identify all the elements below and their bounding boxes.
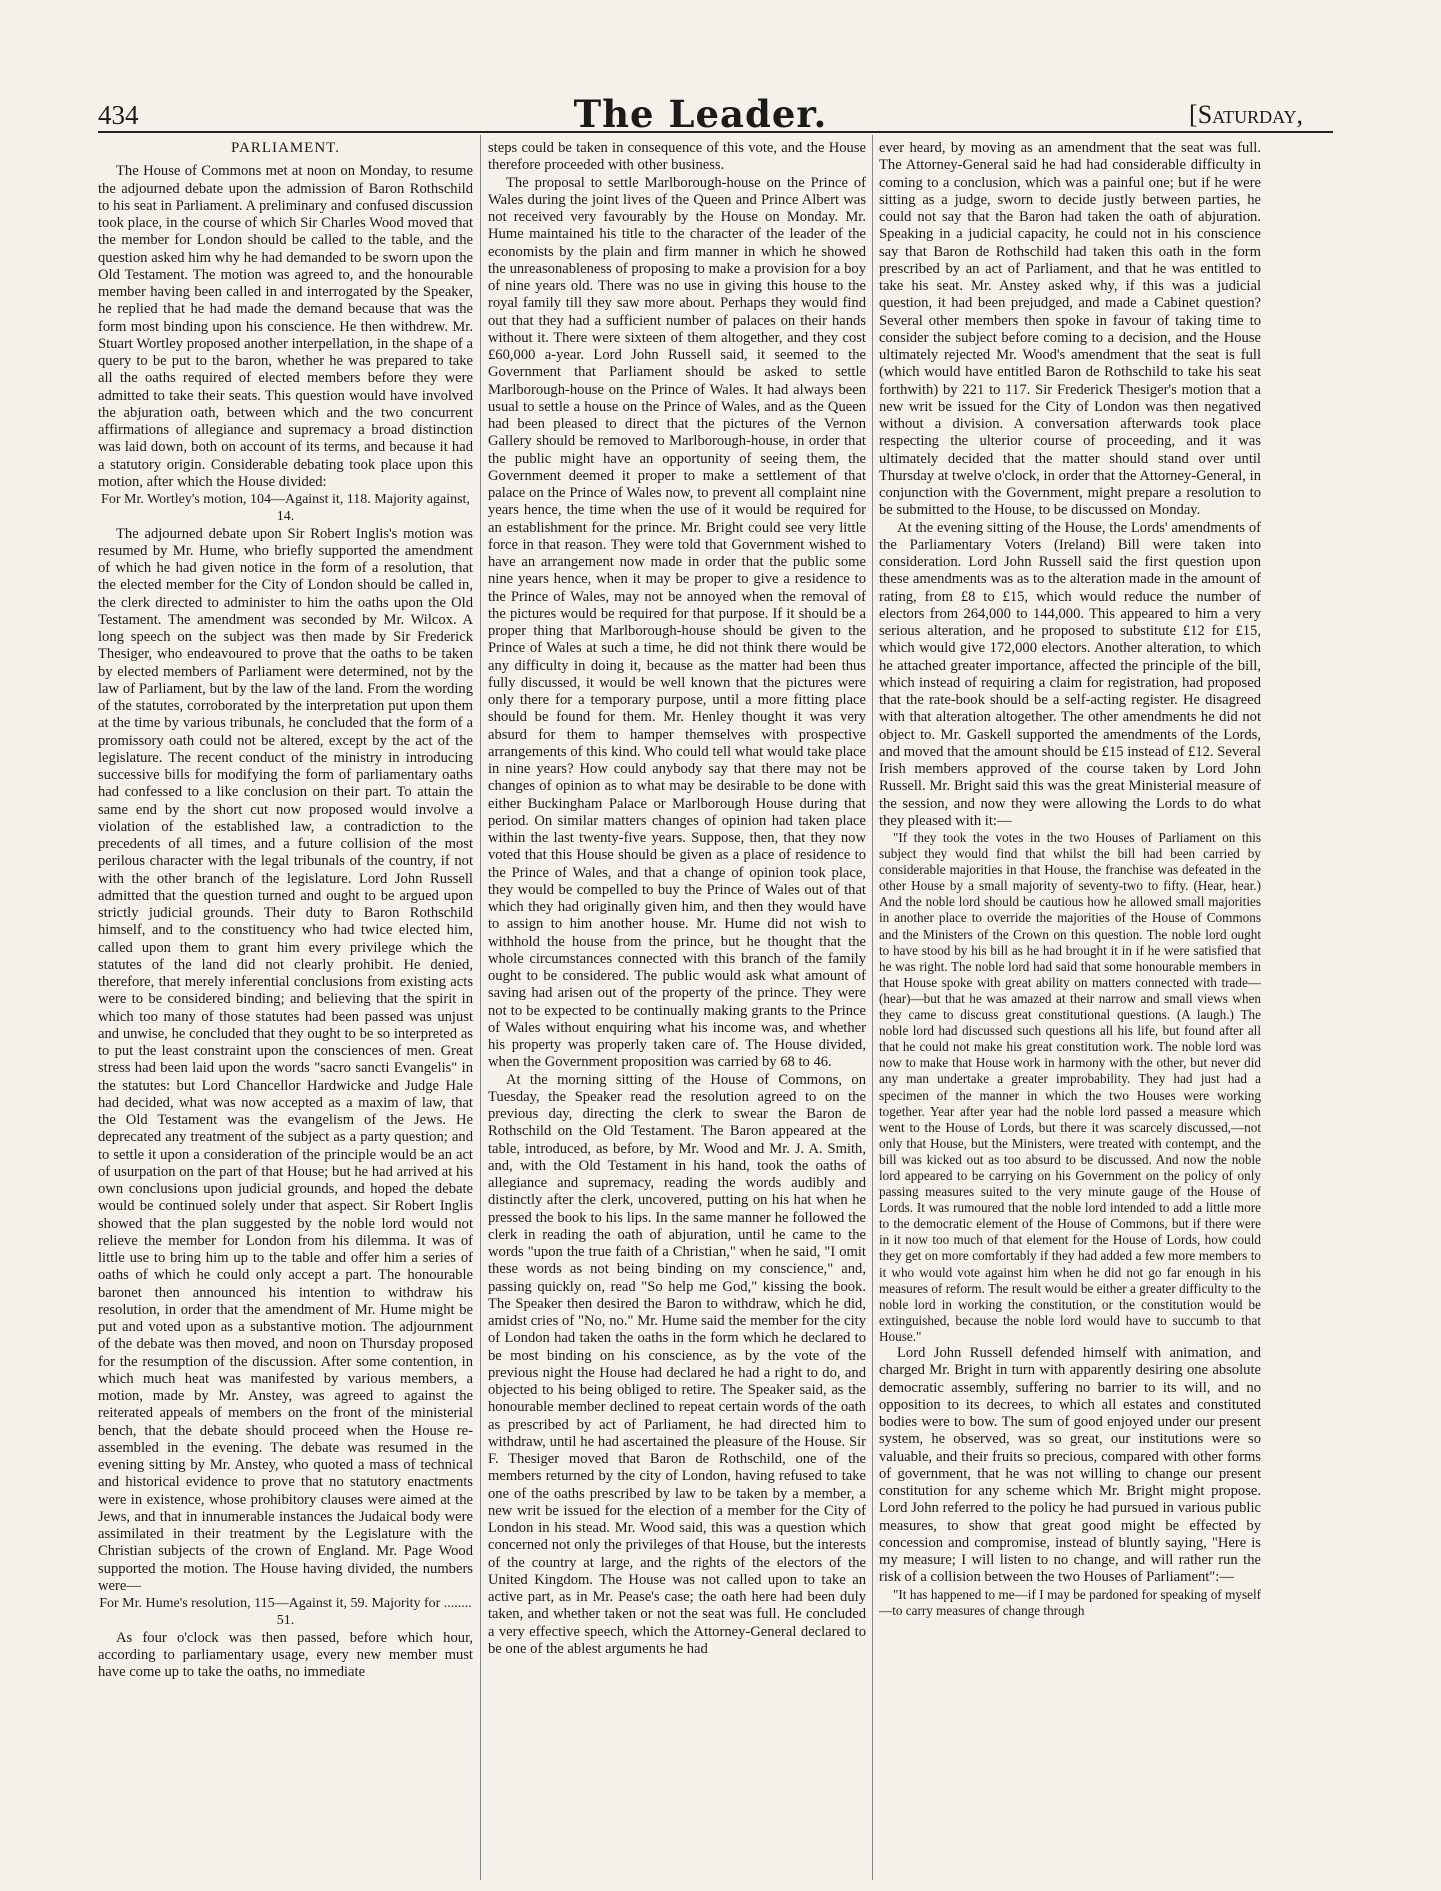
paragraph: As four o'clock was then passed, before which hour, according to parliamentary usage, every new member must have come up to take the oaths, no immediate [98, 1629, 473, 1680]
column-1 [98, 140, 473, 1870]
paragraph: steps could be taken in consequence of this vote, and the House therefore proceeded with other business. [488, 140, 866, 174]
page-number: 434 [98, 100, 139, 130]
issue-day: [Saturday, [1189, 100, 1303, 129]
header-rule [98, 131, 1333, 133]
division-result: For Mr. Hume's resolution, 115—Against it, 59. Majority for ........ 51. [99, 1596, 472, 1629]
paragraph: At the morning sitting of the House of Commons, on Tuesday, the Speaker read the resolution agreed to on the previous day, directing the clerk to swear the Baron de Rothschild on the Old Testament. The Baron appeared at the table, introduced, as before, by Mr. Wood and Mr. J. A. Smith, and, with the Old Testament in his hand, took the oaths of allegiance and supremacy, reading the words audibly and distinctly after the clerk, uncovered, putting on his hat when he pressed the book to his lips. In the same manner he followed the clerk in reading the oath of abjuration, until he came to the words "upon the true faith of a Christian," when he said, "I omit these words as not being binding on my conscience," and, passing quickly on, read "So help me God," kissing the book. The Speaker then desired the Baron to withdraw, which he did, amidst cries of "No, no." Mr. Hume said the member for the city of London had taken the oaths in the form which he declared to be most binding on his conscience, as by the vote of the previous night the House had declared he had a right to do, and objected to his being obliged to retire. The Speaker said, as the honourable member declined to repeat certain words of the oath as prescribed by act of Parliament, he had directed him to withdraw, until he had ascertained the pleasure of the House. Sir F. Thesiger moved that Baron de Rothschild, one of the members returned by the city of London, having refused to take one of the oaths prescribed by law to be taken by a member, a new writ be issued for the election of a member for the City of London in his stead. Mr. Wood said, this was a question which concerned not only the privileges of that House, but the interests of the country at large, and the rights of the electors of the United Kingdom. The House was not called upon to take an active part, as in Mr. Pease's case; the oath here had been duly taken, and whether taken or not the seat was full. He concluded a very effective speech, which the Attorney-General declared to be one of the ablest arguments he had [488, 1071, 866, 1657]
paragraph: ever heard, by moving as an amendment that the seat was full. The Attorney-General said he had had considerable difficulty in coming to a conclusion, which was a painful one; but if he were sitting as a judge, sworn to decide justly between parties, he could not say that the Baron had taken the oath of abjuration. Speaking in a judicial capacity, he could not in his conscience say that Baron de Rothschild had taken this oath in the form prescribed by an act of Parliament, and that he was entitled to take his seat. Mr. Anstey asked why, if this was a judicial question, it had been prejudged, and made a Cabinet question? Several other members then spoke in favour of taking time to consider the subject before coming to a decision, and the House ultimately rejected Mr. Wood's amendment that the seat is full (which would have entitled Baron de Rothschild to take his seat forthwith) by 221 to 117. Sir Frederick Thesiger's motion that a new writ be issued for the City of London was then negatived without a division. A conversation afterwards took place respecting the ulterior course of proceeding, and it was ultimately decided that the matter should stand over until Thursday at twelve o'clock, in order that the Attorney-General, in conjunction with the Government, might prepare a resolution to be submitted to the House, to be discussed on Monday. [879, 140, 1261, 519]
paragraph: Lord John Russell defended himself with animation, and charged Mr. Bright in turn with apparently desiring one absolute democratic assembly, suffering no barrier to its will, and no opposition to its decrees, to which all estates and constituted bodies were to bow. The sum of good enjoyed under our present system, he observed, was so great, our institutions were so valuable, and their fruits so precious, compared with other forms of government, that he was not willing to change our present constitution for any scheme which Mr. Bright might propose. Lord John referred to the policy he had pursued in various public measures, to show that great good might be effected by concession and compromise, instead of bluntly saying, "Here is my measure; I will listen to no change, and will rather run the risk of a collision between the two Houses of Parliament":— [879, 1345, 1261, 1586]
column-divider [480, 135, 481, 1880]
quoted-speech: "It has happened to me—if I may be pardoned for speaking of myself—to carry measures of change through [879, 1586, 1261, 1618]
column-divider [872, 135, 873, 1880]
paragraph: The proposal to settle Marlborough-house on the Prince of Wales during the joint lives of the Queen and Prince Albert was not received very favourably by the House on Monday. Mr. Hume maintained his title to the character of the leader of the economists by the plain and firm manner in which he showed the unreasonableness of proposing to make a provision for a boy of nine years old. There was no use in giving this house to the royal family till they saw more about. Perhaps they would find out that they had a sufficient number of palaces on their hands without it. There were sixteen of them altogether, and they cost £60,000 a-year. Lord John Russell said, it seemed to the Government that Parliament should be asked to settle Marlborough-house on the Prince of Wales. It had always been usual to settle a house on the Prince of Wales, and as the Queen had been pleased to direct that the pictures of the Vernon Gallery should be removed to Marlborough-house, in order that the public might have an opportunity of seeing them, the Government deemed it proper to make a settlement of that palace on the Prince of Wales now, to prevent all complaint nine years hence, the time when the use of it would be required for an establishment for the prince. Mr. Bright could see very little force in that reason. They were told that Government wished to have an arrangement now made in order that the public some nine years hence, when it may be proper to give a residence to the Prince of Wales, may not be annoyed when the removal of the pictures would be required for that purpose. If it should be a proper thing that Marlborough-house should be given to the Prince of Wales at such a time, he did not think there would be any difficulty in doing it, because as the matter had been thus fully discussed, it would be well known that the pictures were only there for a temporary purpose, until a more fitting place should be found for them. Mr. Henley thought it was very absurd for them to hamper themselves with prospective arrangements of this kind. Who could tell what would take place in nine years? How could anybody say that there may not be changes of opinion as to what may be desirable to be done with either Buckingham Palace or Marlborough House during that period. On similar matters changes of opinion had taken place within the last twenty-five years. Suppose, then, that they now voted that this House should be given as a place of residence to the Prince of Wales, and that a change of opinion took place, they would be compelled to buy the Prince of Wales out of that which they had originally given him, and then they would have to assign to him another house. Mr. Hume did not wish to withhold the house from the prince, but he thought that the whole circumstances connected with this branch of the family ought to be considered. The public would ask what amount of saving had arisen out of the property of the prince. They were not to be expected to be continually making grants to the Prince of Wales without enquiring what his income was, and whether his property was properly taken care of. The House divided, when the Government proposition was carried by 68 to 46. [488, 174, 866, 1071]
newspaper-title: The Leader. [573, 92, 828, 136]
quotation [879, 1587, 1261, 1619]
column-2 [488, 140, 866, 1870]
quoted-speech: "If they took the votes in the two Houses of Parliament on this subject they would find that whilst the bill had been carried by considerable majorities in that House, the franchise was defeated in the other House by a small majority of seventy-two to fifty. (Hear, hear.) And the noble lord should be cautious how he allowed small majorities in another place to override the majorities of the House of Commons and the Ministers of the Crown on this question. The noble lord ought to have stood by his bill as he had brought it in if he were satisfied that he was right. The noble lord had said that some honourable members in that House spoke with great ability on matters connected with trade—(hear)—but that he was amazed at their narrow and small views when they came to discuss great constitutional questions. (A laugh.) The noble lord had discussed such questions all his life, but found after all that he could not make his great constitution work. The noble lord was now to make that House work in harmony with the other, but never did any man undertake a greater improbability. They had just had a specimen of the manner in which the two Houses were working together. Year after year had the noble lord passed a measure which went to the House of Lords, but there it was scarcely discussed,—not only that House, but the Ministers, were treated with contempt, and the bill was kicked out as too absurd to be discussed. And now the noble lord appeared to be carrying on his Government on the policy of only passing measures suited to the very minute gauge of the House of Lords. It was rumoured that the noble lord intended to add a little more to the democratic element of the House of Commons, but if there were in it now too much of that element for the House of Lords, how could they get on more comfortably if they had added a few more members to it who would vote against him when he did not go far enough in his measures of reform. The result would be either a greater difficulty to the noble lord in working the constitution, or the constitution would be extinguished, because the noble lord would have to succumb to that House." [879, 830, 1261, 1344]
masthead [98, 92, 1303, 136]
paragraph: At the evening sitting of the House, the Lords' amendments of the Parliamentary Voters (Ireland) Bill were taken into consideration. Lord John Russell said the first question upon these amendments was as to the alteration made in the amount of rating, from £8 to £15, which would reduce the number of electors from 264,000 to 144,000. This appeared to him a very serious alteration, and he proposed to substitute £12 for £15, which would give 172,000 electors. Another alteration, to which he attached greater importance, affected the principle of the bill, which instead of requiring a claim for registration, had proposed that the rate-book should be a self-acting register. He disagreed with that alteration altogether. The other amendments he did not object to. Mr. Gaskell supported the amendments of the Lords, and moved that the amount should be £15 instead of £12. Several Irish members approved of the course taken by Lord John Russell. Mr. Bright said this was the great Ministerial measure of the session, and now they were allowing the Lords to do what they pleased with it:— [879, 519, 1261, 829]
quotation [879, 830, 1261, 1345]
paragraph: The House of Commons met at noon on Monday, to resume the adjourned debate upon the admission of Baron Rothschild to his seat in Parliament. A preliminary and confused discussion took place, in the course of which Sir Charles Wood moved that the member for London should be called to the table, and the question asked him why he had demanded to be sworn upon the Old Testament. The motion was agreed to, and the honourable member having been called in and interrogated by the Speaker, he replied that he had made the demand because that was the form most binding upon his conscience. He then withdrew. Mr. Stuart Wortley proposed another interpellation, in the shape of a query to be put to the baron, whether he was prepared to take all the oaths required of elected members before they were admitted to take their seats. This question would have involved the abjuration oath, between which and the two concurrent affirmations of allegiance and supremacy a broad distinction was laid down, both on account of its terms, and because it had a statutory origin. Considerable debating took place upon this motion, after which the House divided: [98, 163, 473, 490]
paragraph: The adjourned debate upon Sir Robert Inglis's motion was resumed by Mr. Hume, who briefly supported the amendment of which he had given notice in the form of a resolution, that the elected member for the City of London should be called in, the clerk directed to administer to him the oaths upon the Old Testament. The amendment was seconded by Mr. Wilcox. A long speech on the subject was then made by Sir Frederick Thesiger, who endeavoured to prove that the oaths to be taken by elected members of Parliament were determined, not by the law of Parliament, but by the law of the land. From the wording of the statutes, corroborated by the interpretation put upon them at the time by various tribunals, he concluded that the form of a promissory oath could not be altered, except by the act of the legislature. The recent conduct of the ministry in introducing successive bills for modifying the form of parliamentary oaths had confessed to a like conclusion on their part. To attain the same end by the short cut now proposed would involve a violation of the established law, a contradiction to the precedents of all times, and a future collision of the most perilous character with the legal tribunals of the country, if not with the other branch of the legislature. Lord John Russell admitted that the question turned and ought to be argued upon strictly judicial grounds. Their duty to Baron Rothschild himself, and to the constituency who had twice elected him, called upon them to grant him every privilege which the statutes of the land did not clearly prohibit. He denied, therefore, that merely inferential conclusions from existing acts were to be considered binding; and believing that the spirit in which too many of those statutes had been passed was unjust and unwise, he concluded that they ought to be so interpreted as to put the least constraint upon the consciences of men. Great stress had been laid upon the words "sacro sancti Evangelis" in the statutes: but Lord Chancellor Hardwicke and Judge Hale had decided, what was now accepted as a maxim of law, that the Old Testament was the evangelism of the Jews. He deprecated any treatment of the subject as a party question; and to settle it upon a consideration of the principle would be an act of usurpation on the part of that House; but he had arrived at his own conclusions upon judicial grounds, and hoped the debate would be continued solely under that aspect. Sir Robert Inglis showed that the plan suggested by the noble lord would not relieve the member for London from his dilemma. It was of little use to bring him up to the table and offer him a series of oaths of which he could only accept a part. The honourable baronet then announced his intention to withdraw his resolution, in order that the amendment of Mr. Hume might be put and voted upon as a substantive motion. The adjournment of the debate was then moved, and noon on Thursday proposed for the resumption of the discussion. After some contention, in which much heat was manifested by various members, a motion, made by Mr. Anstey, was agreed to against the reiterated appeals of members on the front of the ministerial bench, that the debate should proceed when the House re-assembled in the evening. The debate was resumed in the evening sitting by Mr. Anstey, who quoted a mass of technical and historical evidence to prove that no statutory enactments were in existence, whose prohibitory clauses were aimed at the Jews, and that in innumerable instances the Judaical body were assimilated in their treatment by the Legislature with the Christian subjects of the crown of England. Mr. Page Wood supported the motion. The House having divided, the numbers were— [98, 525, 473, 1594]
section-heading: PARLIAMENT. [231, 140, 340, 156]
column-3 [879, 140, 1261, 1870]
division-result: For Mr. Wortley's motion, 104—Against it, 118. Majority against, 14. [101, 492, 470, 525]
